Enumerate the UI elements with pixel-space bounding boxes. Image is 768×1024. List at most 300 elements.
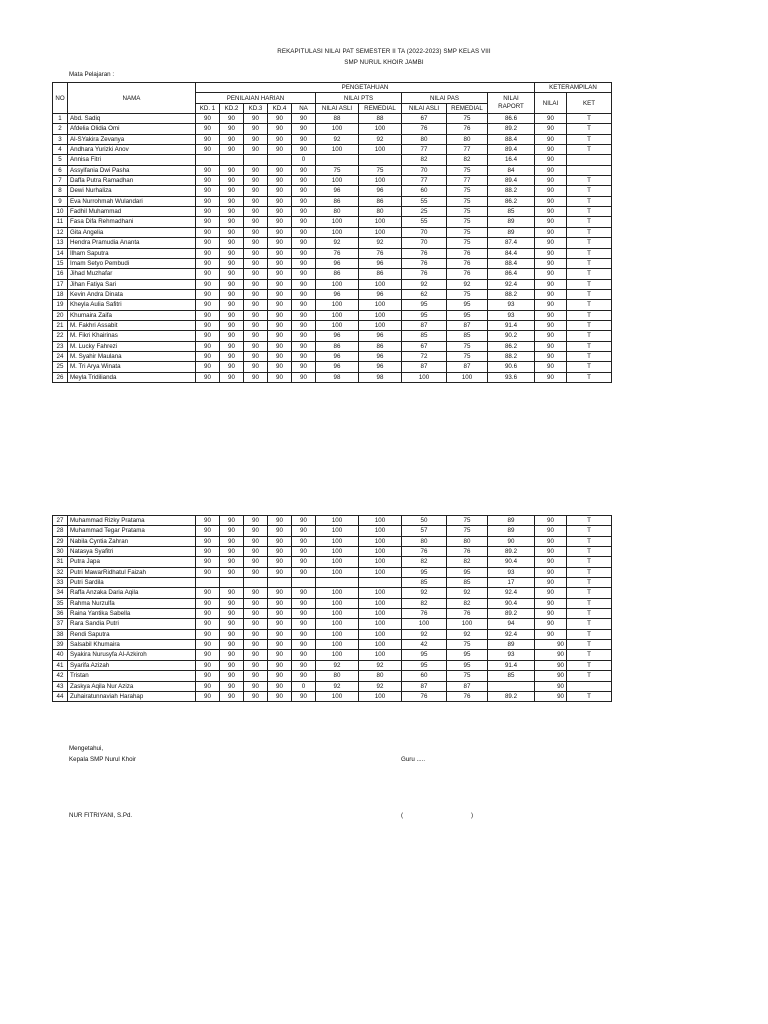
cell-pts-asli: 86 <box>316 269 359 279</box>
cell-keterampilan-nilai: 90 <box>535 145 567 155</box>
cell-no: 9 <box>53 196 68 206</box>
header-no: NO <box>53 83 68 114</box>
cell-nilai-raport: 88.2 <box>488 351 535 361</box>
cell-nilai-raport: 92.4 <box>488 629 535 639</box>
header-pts-remedial: REMEDIAL <box>359 103 402 113</box>
cell-nilai-raport: 90.4 <box>488 598 535 608</box>
cell-nama: Jihan Fatiya Sari <box>68 279 196 289</box>
cell-no: 2 <box>53 124 68 134</box>
cell-nama: Salsabil Khumaira <box>68 640 196 650</box>
cell-keterampilan-nilai: 90 <box>535 536 567 546</box>
cell-pts-remedial: 96 <box>359 331 402 341</box>
cell-pas-asli: 80 <box>402 134 447 144</box>
table-row <box>53 588 612 598</box>
cell-kd3: 90 <box>244 650 268 660</box>
cell-no: 8 <box>53 186 68 196</box>
table-row <box>53 660 612 670</box>
cell-na: 90 <box>292 279 316 289</box>
cell-pts-remedial: 96 <box>359 258 402 268</box>
cell-na: 90 <box>292 609 316 619</box>
cell-pts-asli: 86 <box>316 196 359 206</box>
cell-keterampilan-ket: T <box>567 516 612 526</box>
cell-keterampilan-nilai: 90 <box>535 207 567 217</box>
cell-no: 18 <box>53 289 68 299</box>
cell-keterampilan-nilai: 90 <box>535 258 567 268</box>
cell-kd1: 90 <box>196 269 220 279</box>
cell-nama: Rara Sandia Putri <box>68 619 196 629</box>
cell-pas-asli: 50 <box>402 516 447 526</box>
cell-pts-asli: 100 <box>316 640 359 650</box>
cell-kd4: 90 <box>268 372 292 382</box>
table-row <box>53 567 612 577</box>
cell-nama: Nabila Cyntia Zahran <box>68 536 196 546</box>
cell-kd1: 90 <box>196 114 220 124</box>
cell-kd3: 90 <box>244 671 268 681</box>
cell-pts-remedial: 100 <box>359 547 402 557</box>
cell-kd3: 90 <box>244 145 268 155</box>
cell-na: 0 <box>292 155 316 165</box>
cell-pts-asli: 100 <box>316 217 359 227</box>
cell-nama: Syarifa Azizah <box>68 660 196 670</box>
cell-keterampilan-ket: T <box>567 320 612 330</box>
cell-kd2: 90 <box>220 238 244 248</box>
cell-kd1: 90 <box>196 207 220 217</box>
cell-kd4 <box>268 578 292 588</box>
cell-no: 33 <box>53 578 68 588</box>
cell-keterampilan-ket: T <box>567 238 612 248</box>
cell-no: 36 <box>53 609 68 619</box>
cell-kd4: 90 <box>268 660 292 670</box>
cell-kd2: 90 <box>220 227 244 237</box>
cell-pas-remedial: 87 <box>447 362 488 372</box>
cell-na: 90 <box>292 227 316 237</box>
cell-nilai-raport: 84 <box>488 165 535 175</box>
cell-pts-asli: 96 <box>316 289 359 299</box>
cell-kd2: 90 <box>220 619 244 629</box>
cell-kd2: 90 <box>220 186 244 196</box>
cell-keterampilan-nilai: 90 <box>535 124 567 134</box>
cell-pts-remedial: 100 <box>359 557 402 567</box>
cell-nama: Jihad Muzhafar <box>68 269 196 279</box>
cell-kd2 <box>220 578 244 588</box>
cell-pts-remedial: 100 <box>359 567 402 577</box>
cell-kd2: 90 <box>220 331 244 341</box>
cell-na: 90 <box>292 124 316 134</box>
cell-kd4: 90 <box>268 598 292 608</box>
cell-kd1: 90 <box>196 536 220 546</box>
cell-keterampilan-ket: T <box>567 526 612 536</box>
cell-pts-remedial <box>359 155 402 165</box>
cell-pts-remedial: 100 <box>359 598 402 608</box>
table-row <box>53 372 612 382</box>
cell-pts-remedial: 100 <box>359 300 402 310</box>
cell-pts-asli: 92 <box>316 134 359 144</box>
header-pengetahuan: PENGETAHUAN <box>196 83 535 93</box>
cell-pts-asli: 80 <box>316 671 359 681</box>
cell-keterampilan-nilai: 90 <box>535 217 567 227</box>
cell-pts-remedial: 96 <box>359 362 402 372</box>
cell-kd4: 90 <box>268 114 292 124</box>
cell-pts-asli: 100 <box>316 124 359 134</box>
cell-kd2: 90 <box>220 289 244 299</box>
cell-keterampilan-ket <box>567 681 612 691</box>
cell-nama: Rendi Saputra <box>68 629 196 639</box>
table-row <box>53 134 612 144</box>
cell-no: 32 <box>53 567 68 577</box>
cell-keterampilan-nilai: 90 <box>535 331 567 341</box>
cell-pts-asli: 100 <box>316 609 359 619</box>
cell-na: 90 <box>292 691 316 701</box>
cell-pas-asli: 82 <box>402 155 447 165</box>
cell-pts-remedial: 92 <box>359 660 402 670</box>
cell-pas-remedial: 75 <box>447 351 488 361</box>
cell-pts-remedial: 96 <box>359 186 402 196</box>
cell-nama: Rahma Nurzulfa <box>68 598 196 608</box>
cell-kd4: 90 <box>268 217 292 227</box>
cell-nilai-raport: 86.6 <box>488 114 535 124</box>
cell-pas-asli: 70 <box>402 165 447 175</box>
cell-nilai-raport: 89.2 <box>488 609 535 619</box>
header-nilai-raport: NILAI RAPORT <box>488 93 535 114</box>
cell-keterampilan-nilai: 90 <box>535 557 567 567</box>
cell-nama: Daffa Putra Ramadhan <box>68 176 196 186</box>
cell-kd4: 90 <box>268 145 292 155</box>
header-kd4: KD.4 <box>268 103 292 113</box>
cell-keterampilan-nilai: 90 <box>535 526 567 536</box>
cell-keterampilan-ket: T <box>567 186 612 196</box>
cell-no: 22 <box>53 331 68 341</box>
cell-nama: Fadhil Muhammad <box>68 207 196 217</box>
cell-pts-remedial: 100 <box>359 124 402 134</box>
cell-nama: Fasa Difa Rehmadhani <box>68 217 196 227</box>
cell-kd3: 90 <box>244 629 268 639</box>
cell-na: 90 <box>292 640 316 650</box>
cell-pas-asli: 70 <box>402 238 447 248</box>
cell-kd4: 90 <box>268 227 292 237</box>
cell-pas-asli: 92 <box>402 279 447 289</box>
cell-kd1: 90 <box>196 227 220 237</box>
cell-kd1: 90 <box>196 526 220 536</box>
cell-pas-remedial: 95 <box>447 310 488 320</box>
cell-no: 25 <box>53 362 68 372</box>
cell-nilai-raport: 87.4 <box>488 238 535 248</box>
cell-kd2: 90 <box>220 279 244 289</box>
cell-pas-asli: 60 <box>402 671 447 681</box>
cell-keterampilan-nilai: 90 <box>535 578 567 588</box>
table-row <box>53 320 612 330</box>
cell-pas-remedial: 75 <box>447 238 488 248</box>
cell-keterampilan-ket: T <box>567 567 612 577</box>
cell-pas-remedial: 95 <box>447 660 488 670</box>
cell-pts-remedial: 100 <box>359 516 402 526</box>
cell-kd1: 90 <box>196 258 220 268</box>
cell-kd2: 90 <box>220 567 244 577</box>
cell-pas-remedial: 95 <box>447 650 488 660</box>
cell-pas-asli: 87 <box>402 681 447 691</box>
cell-pts-asli: 76 <box>316 248 359 258</box>
cell-keterampilan-nilai: 90 <box>535 227 567 237</box>
cell-pas-asli: 76 <box>402 547 447 557</box>
cell-kd1: 90 <box>196 217 220 227</box>
cell-kd4: 90 <box>268 176 292 186</box>
cell-pts-asli: 100 <box>316 619 359 629</box>
cell-keterampilan-nilai: 90 <box>535 238 567 248</box>
cell-na: 90 <box>292 114 316 124</box>
cell-pas-remedial: 75 <box>447 186 488 196</box>
cell-kd4: 90 <box>268 134 292 144</box>
cell-keterampilan-ket: T <box>567 609 612 619</box>
cell-pts-remedial: 100 <box>359 650 402 660</box>
cell-pas-asli: 76 <box>402 691 447 701</box>
cell-kd4: 90 <box>268 681 292 691</box>
cell-no: 28 <box>53 526 68 536</box>
cell-pts-asli: 100 <box>316 629 359 639</box>
cell-na: 90 <box>292 300 316 310</box>
cell-kd1: 90 <box>196 145 220 155</box>
cell-pts-asli: 100 <box>316 516 359 526</box>
cell-na: 90 <box>292 258 316 268</box>
cell-pts-remedial: 100 <box>359 145 402 155</box>
cell-kd1: 90 <box>196 362 220 372</box>
cell-kd4: 90 <box>268 609 292 619</box>
cell-keterampilan-nilai: 90 <box>535 691 567 701</box>
cell-pts-asli: 92 <box>316 681 359 691</box>
cell-kd2: 90 <box>220 557 244 567</box>
cell-pas-asli: 95 <box>402 567 447 577</box>
cell-keterampilan-nilai: 90 <box>535 351 567 361</box>
cell-no: 34 <box>53 588 68 598</box>
cell-no: 26 <box>53 372 68 382</box>
cell-pas-remedial: 92 <box>447 629 488 639</box>
grades-table-1 <box>52 82 612 383</box>
cell-pts-remedial: 96 <box>359 289 402 299</box>
table-row <box>53 279 612 289</box>
table-row <box>53 165 612 175</box>
cell-kd1: 90 <box>196 238 220 248</box>
cell-kd4: 90 <box>268 341 292 351</box>
cell-keterampilan-ket: T <box>567 536 612 546</box>
cell-kd3: 90 <box>244 124 268 134</box>
table-row <box>53 248 612 258</box>
cell-pas-remedial: 87 <box>447 320 488 330</box>
cell-kd1: 90 <box>196 671 220 681</box>
cell-nilai-raport: 89.2 <box>488 691 535 701</box>
cell-kd1: 90 <box>196 547 220 557</box>
cell-kd4: 90 <box>268 351 292 361</box>
cell-pas-asli: 67 <box>402 114 447 124</box>
cell-nilai-raport: 94 <box>488 619 535 629</box>
cell-pas-remedial: 85 <box>447 578 488 588</box>
cell-no: 40 <box>53 650 68 660</box>
cell-kd2: 90 <box>220 300 244 310</box>
cell-no: 1 <box>53 114 68 124</box>
cell-pas-asli: 95 <box>402 660 447 670</box>
cell-keterampilan-ket: T <box>567 279 612 289</box>
cell-keterampilan-ket: T <box>567 640 612 650</box>
header-nilai: NILAI <box>535 93 567 114</box>
cell-na: 90 <box>292 331 316 341</box>
cell-kd3: 90 <box>244 536 268 546</box>
cell-kd1: 90 <box>196 691 220 701</box>
cell-no: 12 <box>53 227 68 237</box>
cell-kd4 <box>268 155 292 165</box>
cell-kd2: 90 <box>220 320 244 330</box>
cell-nama: Al-SYakira Zevanya <box>68 134 196 144</box>
cell-pts-asli: 98 <box>316 372 359 382</box>
cell-na <box>292 578 316 588</box>
cell-kd2: 90 <box>220 114 244 124</box>
cell-keterampilan-nilai: 90 <box>535 650 567 660</box>
cell-kd3: 90 <box>244 114 268 124</box>
cell-kd3: 90 <box>244 186 268 196</box>
cell-kd4: 90 <box>268 165 292 175</box>
cell-pas-remedial: 75 <box>447 289 488 299</box>
cell-pas-asli: 77 <box>402 176 447 186</box>
cell-nilai-raport: 92.4 <box>488 279 535 289</box>
cell-kd1: 90 <box>196 598 220 608</box>
cell-pas-asli: 100 <box>402 372 447 382</box>
table-row <box>53 217 612 227</box>
cell-keterampilan-ket: T <box>567 629 612 639</box>
cell-kd3: 90 <box>244 660 268 670</box>
cell-nama: Raffa Anzaka Daria Aqila <box>68 588 196 598</box>
cell-pas-remedial: 80 <box>447 134 488 144</box>
cell-na: 90 <box>292 372 316 382</box>
table-row <box>53 557 612 567</box>
cell-kd3: 90 <box>244 609 268 619</box>
cell-kd3: 90 <box>244 196 268 206</box>
cell-na: 90 <box>292 269 316 279</box>
cell-keterampilan-ket: T <box>567 598 612 608</box>
cell-keterampilan-nilai: 90 <box>535 186 567 196</box>
cell-kd2: 90 <box>220 640 244 650</box>
cell-kd1: 90 <box>196 310 220 320</box>
cell-pas-asli: 25 <box>402 207 447 217</box>
cell-kd4: 90 <box>268 207 292 217</box>
cell-keterampilan-nilai: 90 <box>535 619 567 629</box>
cell-keterampilan-nilai: 90 <box>535 134 567 144</box>
cell-nama: Annisa Fitri <box>68 155 196 165</box>
cell-kd2: 90 <box>220 536 244 546</box>
cell-na: 90 <box>292 186 316 196</box>
table-row <box>53 207 612 217</box>
acknowledged-label: Mengetahui, <box>69 745 104 752</box>
cell-kd4: 90 <box>268 279 292 289</box>
teacher-name-close-paren: ) <box>471 812 474 819</box>
cell-pts-asli: 100 <box>316 279 359 289</box>
cell-nama: Raina Yantika Sabella <box>68 609 196 619</box>
table-row <box>53 640 612 650</box>
cell-kd3: 90 <box>244 567 268 577</box>
cell-pts-remedial: 86 <box>359 269 402 279</box>
cell-nilai-raport: 93 <box>488 650 535 660</box>
cell-na: 90 <box>292 629 316 639</box>
cell-pas-remedial: 77 <box>447 176 488 186</box>
cell-nilai-raport: 89.4 <box>488 176 535 186</box>
cell-nilai-raport: 93 <box>488 300 535 310</box>
cell-no: 43 <box>53 681 68 691</box>
cell-kd2: 90 <box>220 207 244 217</box>
cell-kd4: 90 <box>268 196 292 206</box>
cell-pas-asli: 55 <box>402 196 447 206</box>
cell-na: 90 <box>292 588 316 598</box>
cell-kd2: 90 <box>220 134 244 144</box>
header-pas-remedial: REMEDIAL <box>447 103 488 113</box>
cell-kd2: 90 <box>220 217 244 227</box>
cell-keterampilan-ket: T <box>567 124 612 134</box>
cell-nama: Andhara Yurizki Anov <box>68 145 196 155</box>
cell-no: 31 <box>53 557 68 567</box>
cell-pts-asli: 100 <box>316 320 359 330</box>
cell-kd1 <box>196 578 220 588</box>
cell-kd2: 90 <box>220 660 244 670</box>
cell-pts-asli: 100 <box>316 300 359 310</box>
cell-pas-asli: 95 <box>402 650 447 660</box>
cell-nilai-raport: 89.4 <box>488 145 535 155</box>
cell-no: 37 <box>53 619 68 629</box>
cell-pas-asli: 70 <box>402 227 447 237</box>
cell-nilai-raport: 89.2 <box>488 547 535 557</box>
cell-keterampilan-ket: T <box>567 310 612 320</box>
teacher-name-open-paren: ( <box>401 812 404 819</box>
cell-na: 90 <box>292 547 316 557</box>
cell-keterampilan-nilai: 90 <box>535 300 567 310</box>
cell-kd3: 90 <box>244 289 268 299</box>
cell-pas-asli: 95 <box>402 310 447 320</box>
cell-kd2: 90 <box>220 176 244 186</box>
table-row <box>53 536 612 546</box>
cell-keterampilan-ket: T <box>567 145 612 155</box>
cell-keterampilan-ket <box>567 165 612 175</box>
cell-keterampilan-ket: T <box>567 650 612 660</box>
cell-kd2: 90 <box>220 588 244 598</box>
cell-pts-remedial: 75 <box>359 165 402 175</box>
cell-pts-remedial: 88 <box>359 114 402 124</box>
cell-kd3: 90 <box>244 681 268 691</box>
cell-pas-remedial: 95 <box>447 567 488 577</box>
table-row <box>53 629 612 639</box>
table-row <box>53 671 612 681</box>
cell-pts-asli: 100 <box>316 691 359 701</box>
cell-pts-remedial: 86 <box>359 196 402 206</box>
cell-kd4: 90 <box>268 557 292 567</box>
table-row <box>53 145 612 155</box>
cell-pts-asli: 100 <box>316 536 359 546</box>
cell-nama: Gita Angelia <box>68 227 196 237</box>
cell-keterampilan-nilai: 90 <box>535 362 567 372</box>
cell-keterampilan-nilai: 90 <box>535 598 567 608</box>
cell-na: 90 <box>292 650 316 660</box>
cell-nilai-raport: 88.2 <box>488 289 535 299</box>
cell-pts-remedial: 98 <box>359 372 402 382</box>
cell-kd4: 90 <box>268 331 292 341</box>
table-row <box>53 351 612 361</box>
cell-nama: Putri MawarRidhatul Faizah <box>68 567 196 577</box>
cell-na: 90 <box>292 165 316 175</box>
cell-pas-asli: 72 <box>402 351 447 361</box>
cell-kd3: 90 <box>244 176 268 186</box>
cell-nama: Meyla Tridilianda <box>68 372 196 382</box>
cell-na: 90 <box>292 536 316 546</box>
cell-pas-remedial: 82 <box>447 155 488 165</box>
cell-na: 90 <box>292 619 316 629</box>
cell-na: 90 <box>292 516 316 526</box>
cell-nama: Kheyla Aulia Safitri <box>68 300 196 310</box>
cell-pas-remedial: 75 <box>447 526 488 536</box>
cell-pas-remedial: 75 <box>447 217 488 227</box>
cell-pts-remedial: 96 <box>359 351 402 361</box>
cell-pts-remedial <box>359 578 402 588</box>
